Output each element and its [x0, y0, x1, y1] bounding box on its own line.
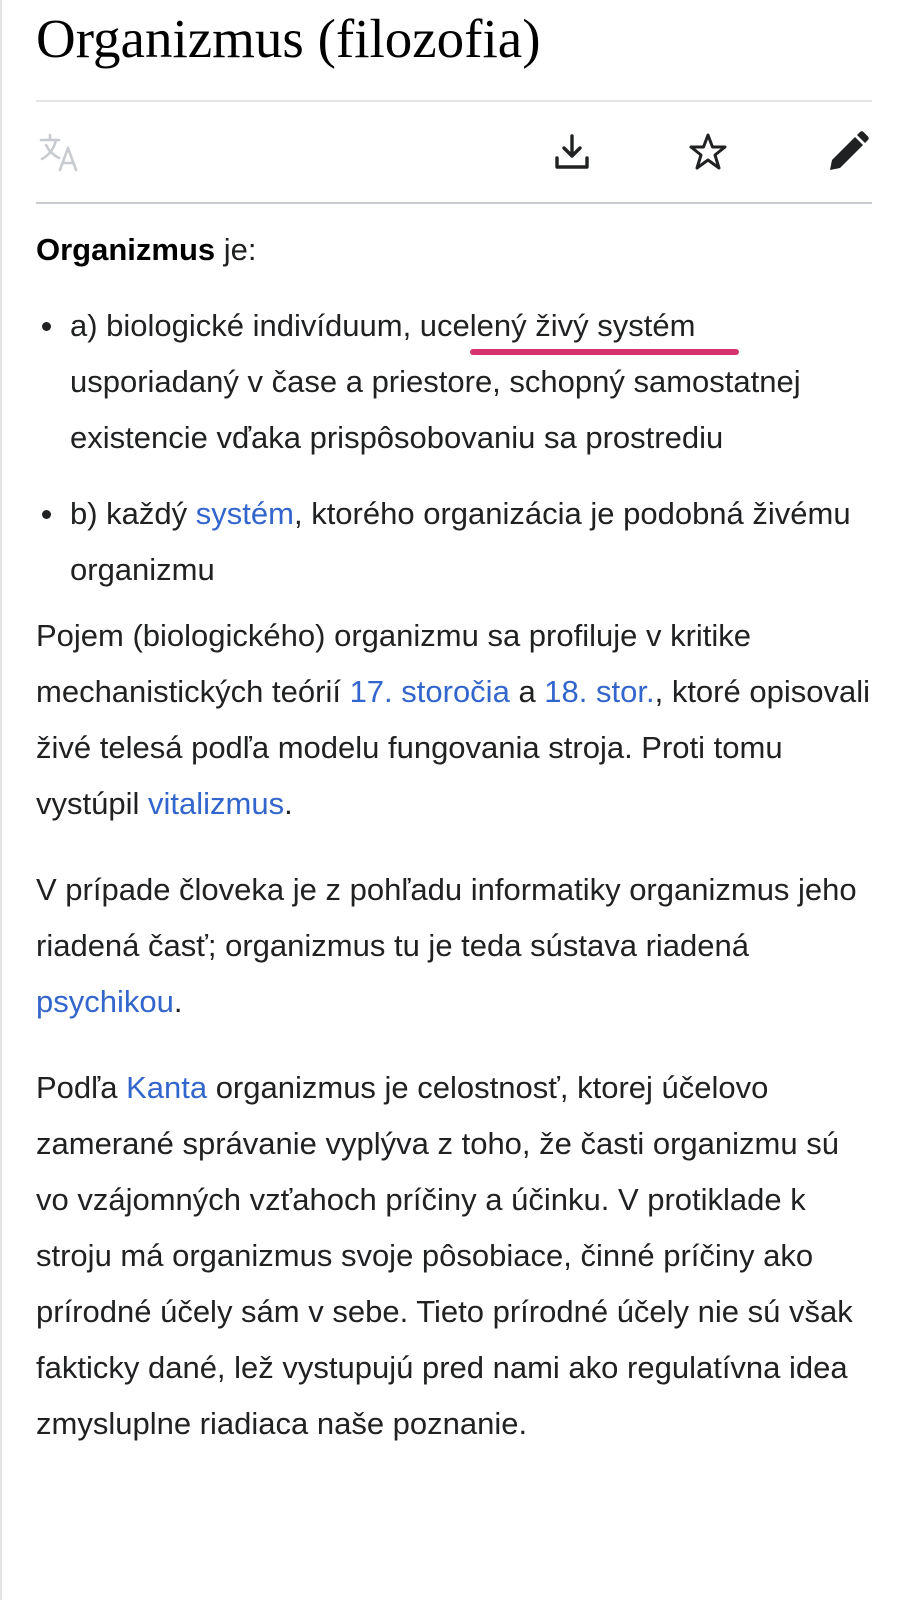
language-button[interactable] [36, 128, 84, 176]
paragraph-text: , ktoré opisovali živé telesá podľa modelu fungovania stroja. Proti tomu vystúpil [36, 674, 870, 821]
left-edge [0, 0, 2, 1600]
page-title: Organizmus (filozofia) [36, 8, 541, 69]
link-vitalism[interactable]: vitalizmus [147, 786, 285, 821]
definition-item-b [36, 486, 872, 598]
paragraph-text: a [509, 674, 545, 709]
toolbar-divider [36, 202, 872, 204]
pencil-icon [826, 130, 870, 174]
paragraph-text: Podľa [36, 1070, 127, 1105]
page-actions-toolbar [36, 102, 872, 202]
watch-star-button[interactable] [684, 128, 732, 176]
item-b-text-end: , ktorého organizácia je podobná živému organizmu [70, 496, 851, 587]
highlighted-text: lený živý systém [469, 308, 696, 343]
intro-rest: je: [215, 232, 257, 267]
definition-item-a [36, 298, 872, 466]
paragraph-kant [36, 1060, 872, 1452]
item-a-text-start: a) biologické indivíduum, uce [70, 308, 470, 343]
paragraph-text: . [284, 786, 293, 821]
paragraph-mechanism [36, 608, 872, 832]
paragraph-informatics [36, 862, 872, 1030]
intro-sentence [36, 222, 872, 278]
download-button[interactable] [548, 128, 596, 176]
link-17th-century[interactable]: 17. storočia [349, 674, 510, 709]
paragraph-text: organizmus je celostnosť, ktorej účelovo zamerané správanie vyplýva z toho, že časti organizmu sú vo vzájomných vzťahoch príčiny a účinku. V protiklade k stroju má organizmus svoje pôsobiace, činné príčiny ako prírodné účely sám v sebe. Tieto prírodné účely nie sú však fakticky dané, lež vystupujú pred nami ako regulatívna idea zmysluplne riadiaca naše poznanie. [36, 1070, 853, 1441]
link-system[interactable]: systém [195, 496, 294, 531]
link-18th-century[interactable]: 18. stor. [544, 674, 655, 709]
link-psyche[interactable]: psychikou [36, 984, 174, 1019]
paragraph-text: V prípade človeka je z pohľadu informatiky organizmus jeho riadená časť; organizmus tu je teda sústava riadená [36, 872, 857, 963]
paragraph-text: . [173, 984, 183, 1019]
star-icon [687, 131, 729, 173]
intro-term: Organizmus [36, 232, 216, 267]
definition-list [36, 298, 872, 598]
paragraph-text: Pojem (biologického) organizmu sa profiluje v kritike mechanistických teórií [36, 618, 752, 709]
article-page [36, 0, 872, 1482]
translate-icon [38, 130, 82, 174]
article-content [36, 222, 872, 1452]
edit-button[interactable] [824, 128, 872, 176]
item-a-text-end: usporiadaný v čase a priestore, schopný samostatnej existencie vďaka prispôsobovaniu sa prostrediu [70, 364, 801, 455]
download-icon [552, 132, 592, 172]
link-kant[interactable]: Kanta [126, 1070, 208, 1105]
item-b-text-start: b) každý [70, 496, 196, 531]
